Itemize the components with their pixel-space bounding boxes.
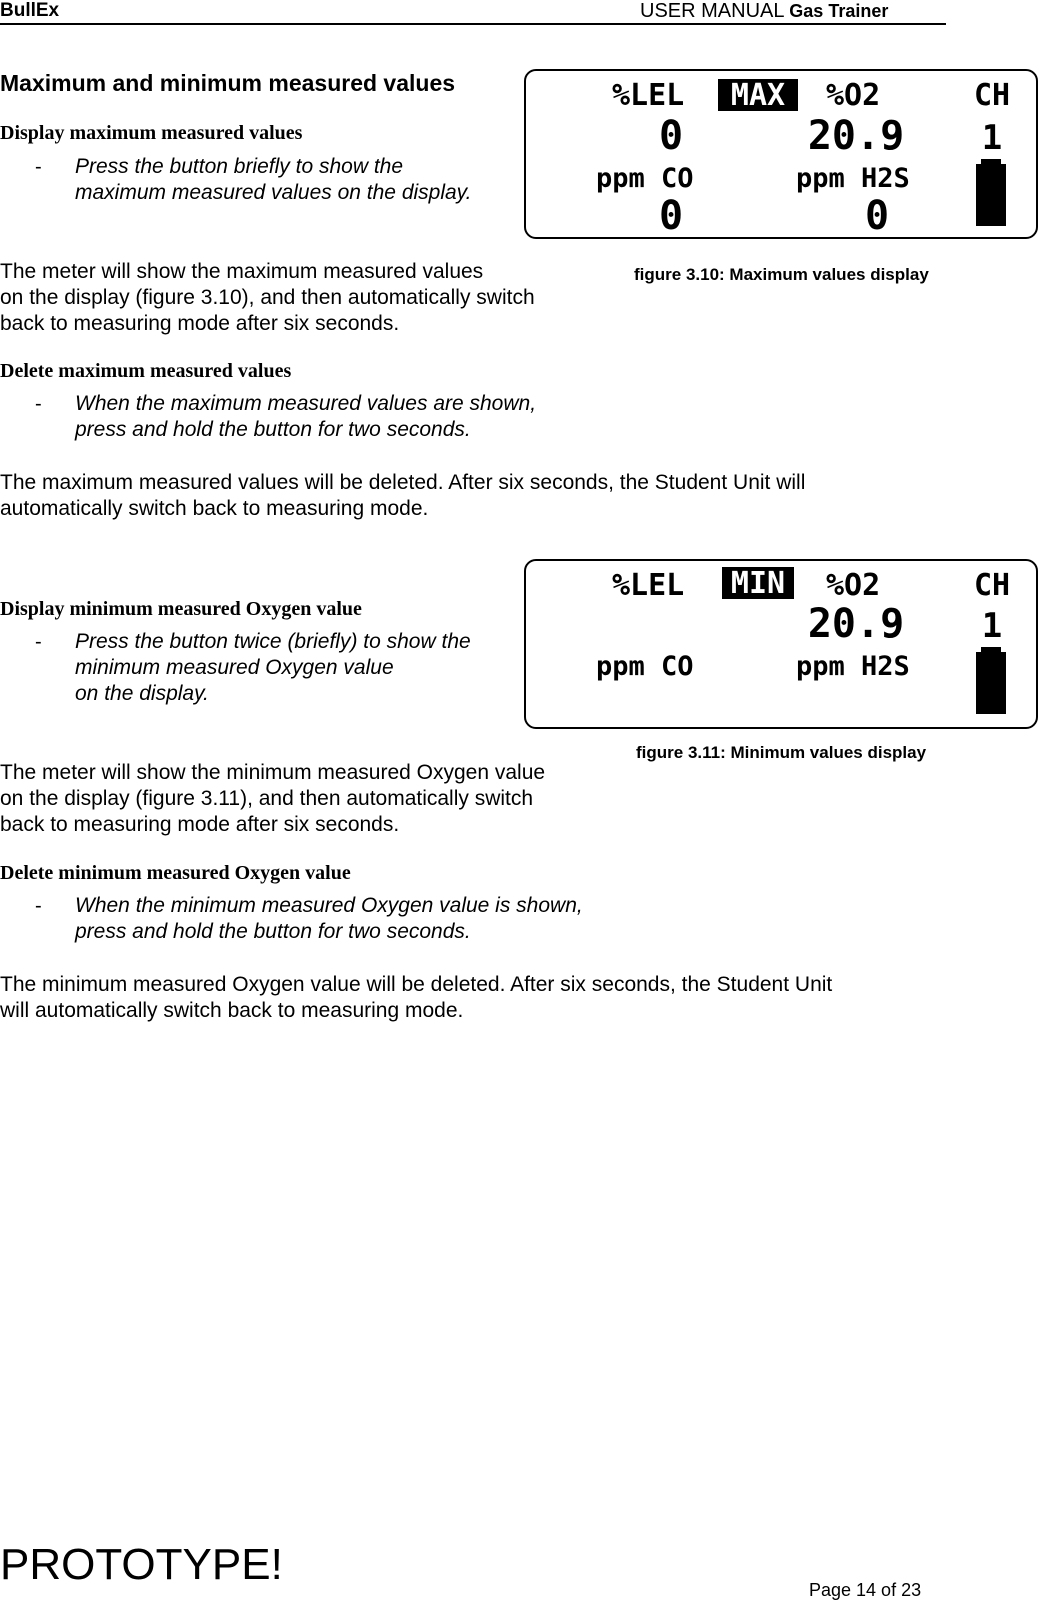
header-manual: USER MANUAL [640,0,784,22]
bullet-dash: - [35,895,42,917]
lcd-lel-value: 0 [658,113,684,159]
header-rule [0,23,946,25]
page-number: Page 14 of 23 [809,1580,922,1600]
lcd-h2s-value: 0 [864,193,890,237]
lcd-mode-label: MIN [730,566,786,601]
min-display-instruction: Press the button twice (briefly) to show the minimum measured Oxygen value on the display. [75,630,471,705]
min-delete-result: The minimum measured Oxygen value will be deleted. After six seconds, the Student Unit will automatically switch back to measuring mode. [0,973,833,1022]
max-delete-heading: Delete maximum measured values [0,360,292,382]
lcd-display-min [524,559,1038,729]
min-display-heading: Display minimum measured Oxygen value [0,598,362,620]
bullet-dash: - [35,631,42,653]
lcd-o2-label: %O2 [826,568,881,603]
prototype-label: PROTOTYPE! [0,1540,283,1589]
min-result-text: The meter will show the minimum measured Oxygen value on the display (figure 3.11), and then automatically switch back to measuring mode after six seconds. [0,761,546,836]
lcd-max-graphic [526,71,1036,237]
lcd-co-value: 0 [658,193,684,237]
lcd-lel-label: %LEL [612,78,685,113]
lcd-h2s-label: ppm H2S [796,163,910,194]
bullet-dash: - [35,393,42,415]
lcd-co-label: ppm CO [596,651,694,682]
lcd-co-label: ppm CO [596,163,694,194]
max-display-instruction: Press the button briefly to show the maximum measured values on the display. [75,155,472,204]
lcd-h2s-label: ppm H2S [796,651,910,682]
battery-icon [976,159,1006,226]
section-title: Maximum and minimum measured values [0,70,456,96]
lcd-ch-value: 1 [981,118,1003,158]
max-delete-result: The maximum measured values will be deleted. After six seconds, the Student Unit will automatically switch back to measuring mode. [0,471,806,520]
min-delete-heading: Delete minimum measured Oxygen value [0,862,351,884]
min-delete-instruction: When the minimum measured Oxygen value is shown, press and hold the button for two seconds. [75,894,583,943]
figure-caption-min: figure 3.11: Minimum values display [636,743,927,762]
lcd-ch-label: CH [974,568,1011,603]
lcd-o2-value: 20.9 [807,113,905,159]
lcd-ch-value: 1 [981,606,1003,646]
header-title [640,0,888,23]
lcd-min-graphic [526,561,1036,727]
battery-icon [976,647,1006,714]
header-brand: BullEx [0,0,60,21]
lcd-lel-label: %LEL [612,568,685,603]
max-result-text: The meter will show the maximum measured values on the display (figure 3.10), and then automatically switch back to measuring mode after six seconds. [0,260,535,335]
lcd-o2-value: 20.9 [807,601,905,647]
header-product: Gas Trainer [789,1,889,21]
bullet-dash: - [35,156,42,178]
lcd-ch-label: CH [974,78,1011,113]
figure-caption-max: figure 3.10: Maximum values display [634,265,929,284]
max-display-heading: Display maximum measured values [0,122,303,144]
max-delete-instruction: When the maximum measured values are shown, press and hold the button for two seconds. [75,392,537,441]
lcd-mode-label: MAX [730,78,786,113]
lcd-display-max [524,69,1038,239]
lcd-o2-label: %O2 [826,78,881,113]
